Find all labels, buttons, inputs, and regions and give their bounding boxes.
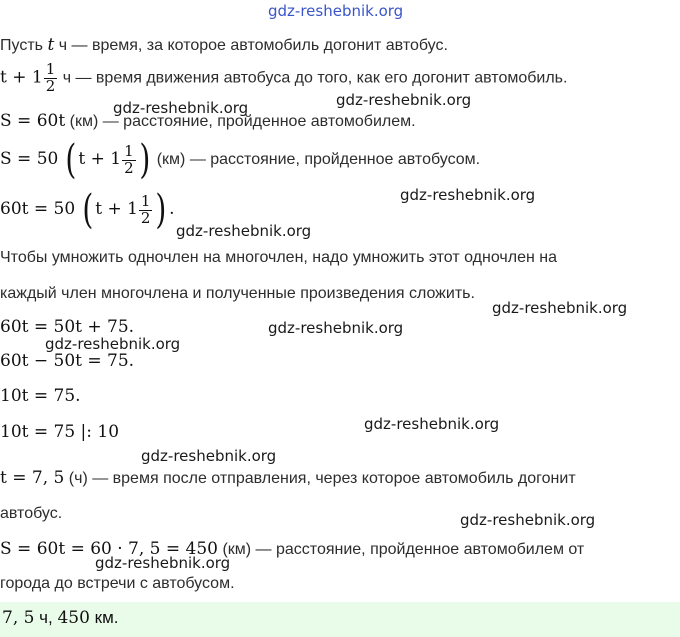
line-15: города до встречи с автобусом.: [0, 575, 235, 592]
line-4-num: 1: [124, 141, 134, 160]
line-14-post: (км) — расстояние, пройденное автомобилем от: [218, 541, 585, 558]
watermark-8: gdz-reshebnik.org: [364, 415, 500, 433]
watermark-11: gdz-reshebnik.org: [95, 554, 231, 572]
watermark-2: gdz-reshebnik.org: [336, 91, 472, 109]
answer-text: [2, 608, 119, 628]
answer-math: 7, 5: [2, 608, 35, 628]
watermark-9: gdz-reshebnik.org: [141, 447, 277, 465]
answer-unit1: ч,: [34, 608, 58, 627]
line-4-rparen: ): [138, 137, 150, 183]
line-2-fraction: [44, 62, 58, 95]
line-13: автобус.: [0, 505, 63, 522]
line-9: 60t − 50t = 75.: [0, 351, 135, 371]
line-4-post: (км) — расстояние, пройденное автобусом.: [152, 151, 481, 169]
line-5-rparen: ): [155, 187, 167, 233]
line-4-math: S = 50: [0, 149, 59, 170]
line-12: [0, 468, 576, 488]
line-1: [0, 35, 448, 55]
line-2-num: 1: [45, 60, 56, 78]
watermark-10: gdz-reshebnik.org: [460, 511, 596, 529]
line-5-post: .: [169, 199, 175, 220]
answer-box: [0, 602, 680, 637]
line-1-var: t: [47, 35, 55, 55]
watermark-1: gdz-reshebnik.org: [113, 99, 249, 117]
answer-unit2: км.: [89, 608, 119, 627]
line-8: 60t = 50t + 75.: [0, 317, 135, 337]
answer-math2: 450: [57, 608, 90, 628]
line-5-fraction: [139, 191, 153, 227]
line-14: [0, 539, 584, 559]
line-14-math: S = 60t = 60 · 7, 5 = 450: [0, 539, 218, 559]
line-12-math: t = 7, 5: [0, 468, 65, 488]
line-1-post: ч — время, за которое автомобиль догонит автобус.: [54, 37, 448, 54]
line-2: [0, 62, 567, 95]
line-5-den: 2: [140, 208, 151, 227]
line-3-post: (км) — расстояние, пройденное автомобилем.: [65, 113, 416, 130]
watermark-7: gdz-reshebnik.org: [45, 335, 181, 353]
watermark-top: gdz-reshebnik.org: [268, 2, 404, 20]
line-4: [0, 137, 481, 183]
watermark-6: gdz-reshebnik.org: [268, 319, 404, 337]
line-3: [0, 111, 416, 131]
line-5-inner: t + 1: [95, 199, 138, 220]
line-6: Чтобы умножить одночлен на многочлен, надо умножить этот одночлен на: [0, 249, 557, 266]
line-2-post: ч — время движения автобуса до того, как его догонит автомобиль.: [58, 69, 568, 87]
line-11: 10t = 75 |: 10: [0, 422, 120, 442]
line-10: 10t = 75.: [0, 386, 81, 406]
watermark-3: gdz-reshebnik.org: [400, 186, 536, 204]
line-5: [0, 187, 175, 233]
line-4-inner: t + 1: [78, 149, 122, 170]
line-4-den: 2: [124, 158, 134, 177]
line-7: каждый член многочлена и полученные произведения сложить.: [0, 285, 475, 302]
line-5-math: 60t = 50: [0, 199, 76, 220]
line-5-lparen: (: [81, 187, 93, 233]
line-5-num: 1: [140, 191, 151, 210]
line-4-fraction: [122, 141, 136, 177]
watermark-4: gdz-reshebnik.org: [176, 222, 312, 240]
watermark-5: gdz-reshebnik.org: [492, 299, 628, 317]
line-1-pre: Пусть: [0, 37, 48, 54]
line-2-den: 2: [45, 76, 56, 95]
line-4-lparen: (: [65, 137, 77, 183]
line-12-post: (ч) — время после отправления, через которое автомобиль догонит: [64, 470, 576, 487]
line-3-math: S = 60t: [0, 111, 66, 131]
line-2-math: t + 1: [0, 67, 43, 88]
